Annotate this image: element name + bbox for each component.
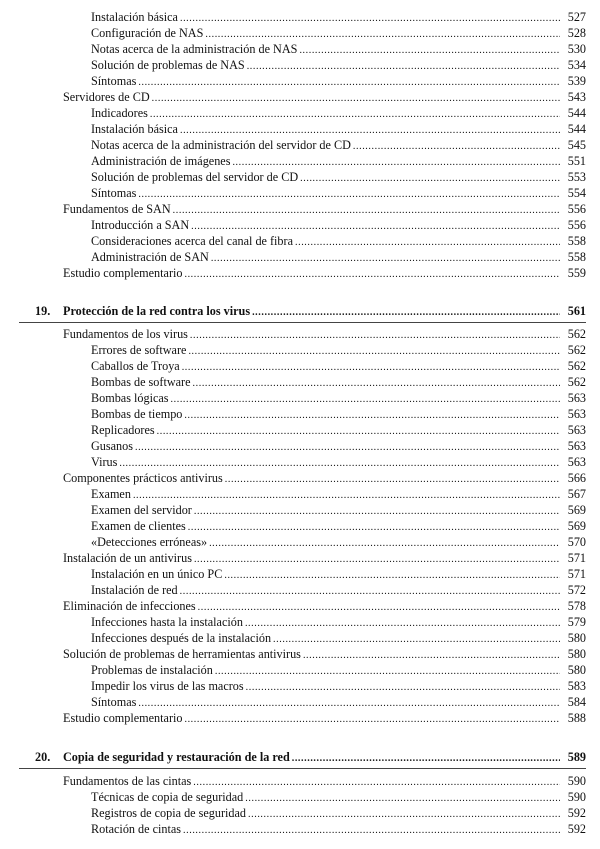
- toc-entry-page: 558: [567, 234, 586, 248]
- toc-entry-title: Notas acerca de la administración del servidor de CD: [91, 138, 351, 152]
- toc-entry-title: Examen: [91, 487, 131, 501]
- toc-entry-page: 563: [567, 423, 586, 437]
- toc-entry: [91, 137, 586, 153]
- toc-entry-page: 592: [567, 806, 586, 820]
- toc-entry: [91, 374, 586, 390]
- toc-entry-title: Infecciones después de la instalación: [91, 631, 272, 645]
- toc-entry: [91, 342, 586, 358]
- toc-entry-title: Notas acerca de la administración de NAS: [91, 42, 298, 56]
- toc-entry-title: Solución de problemas del servidor de CD: [91, 170, 299, 184]
- toc-entry-title: Síntomas: [91, 695, 137, 709]
- toc-entry: [91, 502, 586, 518]
- toc-entry-title: Instalación de un antivirus: [63, 551, 192, 565]
- toc-entry-title: Examen de clientes: [91, 519, 186, 533]
- toc-entry: [91, 105, 586, 121]
- toc-entry-title: Síntomas: [91, 186, 137, 200]
- toc-entry-page: 543: [567, 90, 586, 104]
- toc-entry: [91, 614, 586, 630]
- toc-entry: [91, 518, 586, 534]
- toc-entry: [91, 73, 586, 89]
- toc-entry-page: 544: [567, 106, 586, 120]
- toc-entry-title: Síntomas: [91, 74, 137, 88]
- toc-entry-title: Virus: [91, 455, 118, 469]
- toc-entry-title: Servidores de CD: [63, 90, 150, 104]
- toc-entry: [91, 534, 586, 550]
- toc-entry-page: 545: [567, 138, 586, 152]
- dot-leader: [252, 305, 560, 321]
- toc-entry: [91, 358, 586, 374]
- toc-entry: [63, 89, 586, 105]
- toc-entry-page: 580: [567, 631, 586, 645]
- toc-entry-page: 592: [567, 822, 586, 836]
- toc-entry: [91, 25, 586, 41]
- toc-entry: [91, 169, 586, 185]
- toc-entry: [63, 201, 586, 217]
- toc-entry: [91, 9, 586, 25]
- toc-entry: [91, 121, 586, 137]
- toc-entry: [63, 265, 586, 281]
- toc-entry: [63, 646, 586, 662]
- toc-entry: [91, 217, 586, 233]
- toc-entry-title: Configuración de NAS: [91, 26, 204, 40]
- toc-entry: [91, 57, 586, 73]
- toc-entry-title: Bombas lógicas: [91, 391, 169, 405]
- toc-entry-page: 556: [567, 218, 586, 232]
- toc-entry: [91, 582, 586, 598]
- dot-leader: [184, 712, 560, 728]
- toc-entry-page: 558: [567, 250, 586, 264]
- chapter-heading: [35, 749, 586, 765]
- toc-entry-page: 566: [567, 471, 586, 485]
- toc-entry-title: Gusanos: [91, 439, 133, 453]
- toc-entry-title: Componentes prácticos antivirus: [63, 471, 223, 485]
- toc-entry-title: Errores de software: [91, 343, 187, 357]
- dot-leader: [183, 823, 560, 839]
- toc-entry-page: 562: [567, 327, 586, 341]
- divider: [19, 768, 586, 769]
- toc-entry-page: 584: [567, 695, 586, 709]
- toc-entry-page: 554: [567, 186, 586, 200]
- toc-entry-title: Eliminación de infecciones: [63, 599, 196, 613]
- toc-entry-page: 572: [567, 583, 586, 597]
- toc-entry-title: Instalación básica: [91, 10, 178, 24]
- toc-entry-page: 590: [567, 774, 586, 788]
- toc-entry-page: 562: [567, 343, 586, 357]
- chapter-number: 19.: [35, 304, 51, 318]
- toc-entry-page: 528: [567, 26, 586, 40]
- toc-entry-title: Bombas de software: [91, 375, 191, 389]
- chapter-title: Copia de seguridad y restauración de la red: [63, 750, 290, 764]
- dot-leader: [292, 751, 560, 767]
- toc-entry-page: 527: [567, 10, 586, 24]
- toc-entry-title: Fundamentos de SAN: [63, 202, 171, 216]
- toc-entry-title: Consideraciones acerca del canal de fibra: [91, 234, 293, 248]
- toc-entry-title: Administración de SAN: [91, 250, 209, 264]
- toc-entry-title: Instalación básica: [91, 122, 178, 136]
- toc-entry-page: 534: [567, 58, 586, 72]
- chapter-page: 589: [567, 750, 586, 764]
- toc-entry: [91, 486, 586, 502]
- toc-entry-page: 562: [567, 359, 586, 373]
- toc-entry-title: Introducción a SAN: [91, 218, 190, 232]
- toc-entry-page: 556: [567, 202, 586, 216]
- toc-entry: [91, 630, 586, 646]
- toc-entry-title: Solución de problemas de herramientas antivirus: [63, 647, 301, 661]
- toc-entry-page: 551: [567, 154, 586, 168]
- toc-entry: [91, 678, 586, 694]
- toc-entry-page: 571: [567, 567, 586, 581]
- toc-entry: [91, 153, 586, 169]
- toc-entry: [91, 438, 586, 454]
- toc-entry-title: Fundamentos de los virus: [63, 327, 188, 341]
- toc-entry-page: 563: [567, 407, 586, 421]
- toc-entry: [63, 470, 586, 486]
- toc-entry-title: «Detecciones erróneas»: [91, 535, 208, 549]
- toc-entry-page: 590: [567, 790, 586, 804]
- toc-entry: [63, 773, 586, 789]
- toc-entry-title: Caballos de Troya: [91, 359, 180, 373]
- toc-entry-title: Impedir los virus de las macros: [91, 679, 244, 693]
- chapter-page: 561: [567, 304, 586, 318]
- toc-entry-page: 562: [567, 375, 586, 389]
- toc-entry-title: Indicadores: [91, 106, 148, 120]
- toc-entry: [91, 422, 586, 438]
- toc-entry: [91, 821, 586, 837]
- toc-entry-page: 539: [567, 74, 586, 88]
- toc-entry-title: Replicadores: [91, 423, 155, 437]
- toc-entry-page: 588: [567, 711, 586, 725]
- toc-entry-title: Examen del servidor: [91, 503, 192, 517]
- toc-entry-page: 578: [567, 599, 586, 613]
- toc-entry: [91, 694, 586, 710]
- toc-entry-page: 569: [567, 519, 586, 533]
- toc-entry: [91, 406, 586, 422]
- toc-entry-title: Rotación de cintas: [91, 822, 182, 836]
- chapter-title: Protección de la red contra los virus: [63, 304, 251, 318]
- toc-entry-title: Estudio complementario: [63, 266, 183, 280]
- toc-entry: [63, 326, 586, 342]
- toc-entry: [91, 41, 586, 57]
- toc-entry-page: 530: [567, 42, 586, 56]
- toc-entry: [91, 390, 586, 406]
- toc-entry-title: Administración de imágenes: [91, 154, 231, 168]
- toc-entry-page: 563: [567, 439, 586, 453]
- toc-entry-page: 563: [567, 455, 586, 469]
- toc-entry-title: Registros de copia de seguridad: [91, 806, 247, 820]
- toc-entry-page: 563: [567, 391, 586, 405]
- toc-entry-title: Instalación de red: [91, 583, 178, 597]
- toc-entry: [91, 233, 586, 249]
- toc-entry: [91, 185, 586, 201]
- toc-entry-page: 583: [567, 679, 586, 693]
- toc-entry-title: Bombas de tiempo: [91, 407, 183, 421]
- toc-entry-title: Solución de problemas de NAS: [91, 58, 245, 72]
- toc-entry: [91, 789, 586, 805]
- toc-entry-page: 579: [567, 615, 586, 629]
- toc-entry-page: 570: [567, 535, 586, 549]
- toc-entry: [91, 454, 586, 470]
- toc-entry-page: 544: [567, 122, 586, 136]
- toc-entry-title: Fundamentos de las cintas: [63, 774, 192, 788]
- divider: [19, 322, 586, 323]
- toc-entry-page: 559: [567, 266, 586, 280]
- dot-leader: [184, 267, 560, 283]
- toc-entry-title: Estudio complementario: [63, 711, 183, 725]
- toc-entry-page: 580: [567, 663, 586, 677]
- toc-entry: [63, 710, 586, 726]
- toc-entry: [91, 249, 586, 265]
- toc-entry-page: 569: [567, 503, 586, 517]
- toc-entry: [63, 550, 586, 566]
- chapter-heading: [35, 303, 586, 319]
- toc-entry-title: Infecciones hasta la instalación: [91, 615, 243, 629]
- toc-entry-title: Técnicas de copia de seguridad: [91, 790, 244, 804]
- toc-entry: [63, 598, 586, 614]
- toc-entry: [91, 805, 586, 821]
- toc-entry: [91, 566, 586, 582]
- toc-entry: [91, 662, 586, 678]
- toc-entry-page: 571: [567, 551, 586, 565]
- toc-entry-title: Problemas de instalación: [91, 663, 213, 677]
- toc-entry-page: 567: [567, 487, 586, 501]
- toc-entry-page: 553: [567, 170, 586, 184]
- toc-entry-page: 580: [567, 647, 586, 661]
- chapter-number: 20.: [35, 750, 51, 764]
- toc-entry-title: Instalación en un único PC: [91, 567, 223, 581]
